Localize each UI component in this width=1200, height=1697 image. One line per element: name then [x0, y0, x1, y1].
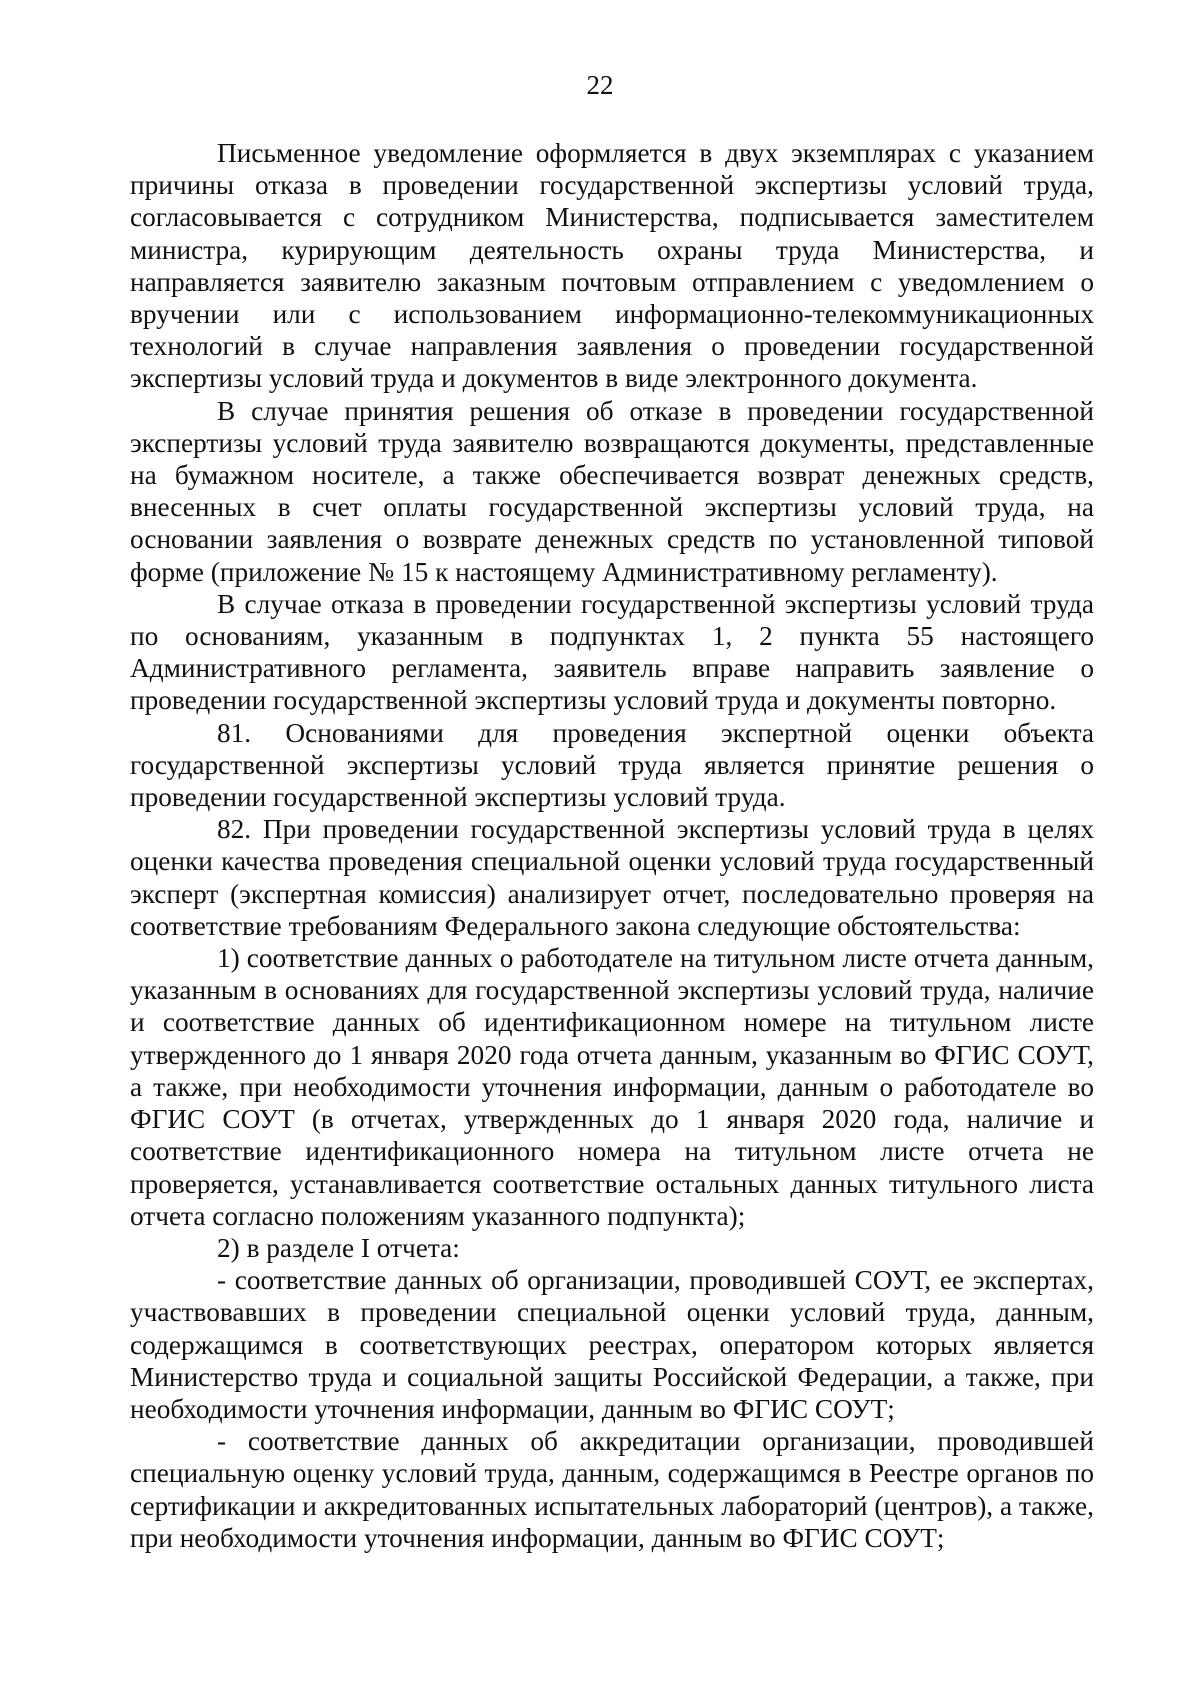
- paragraph-subitem-2: 2) в разделе I отчета:: [217, 1232, 460, 1263]
- page-number: 22: [586, 70, 614, 100]
- paragraph-subitem-1: 1) соответствие данных о работодателе на титульном листе отчета данным, указанным в основаниях для государственной экспертизы условий труда, наличие и соответствие данных об идентификационном номере на титульном листе утвержденного до 1 января 2020 года отчета данным, указанным во ФГИС СОУТ, а также, при необходимости уточнения информации, данным о работодателе во ФГИС СОУТ (в отчетах, утвержденных до 1 января 2020 года, наличие и соответствие идентификационного номера на титульном листе отчета не проверяется, устанавливается соответствие остальных данных титульного листа отчета согласно положениям указанного подпункта);: [130, 943, 1094, 1231]
- paragraph-item-82: 82. При проведении государственной экспертизы условий труда в целях оценки качества проведения специальной оценки условий труда государственный эксперт (экспертная комиссия) анализирует отчет, последовательно проверяя на соответствие требованиям Федерального закона следующие обстоятельства:: [130, 814, 1094, 941]
- document-body: [130, 137, 1094, 1554]
- paragraph-refusal-resubmit: В случае отказа в проведении государственной экспертизы условий труда по основаниям, указанным в подпунктах 1, 2 пункта 55 настоящего Административного регламента, заявитель вправе направить заявление о проведении государственной экспертизы условий труда и документы повторно.: [130, 588, 1094, 716]
- paragraph-refusal-return: В случае принятия решения об отказе в проведении государственной экспертизы условий труда заявителю возвращаются документы, представленные на бумажном носителе, а также обеспечивается возврат денежных средств, внесенных в счет оплаты государственной экспертизы условий труда, на основании заявления о возврате денежных средств по установленной типовой форме (приложение № 15 к настоящему Административному регламенту).: [130, 395, 1094, 587]
- paragraph-bullet-organization: - соответствие данных об организации, проводившей СОУТ, ее экспертах, участвовавших в проведении специальной оценки условий труда, данным, содержащимся в соответствующих реестрах, оператором которых является Министерство труда и социальной защиты Российской Федерации, а также, при необходимости уточнения информации, данным во ФГИС СОУТ;: [130, 1265, 1094, 1424]
- paragraph-item-81: 81. Основаниями для проведения экспертной оценки объекта государственной экспертизы условий труда является принятие решения о проведении государственной экспертизы условий труда.: [130, 717, 1094, 813]
- paragraph-written-notice: Письменное уведомление оформляется в двух экземплярах с указанием причины отказа в проведении государственной экспертизы условий труда, согласовывается с сотрудником Министерства, подписывается заместителем министра, курирующим деятельность охраны труда Министерства, и направляется заявителю заказным почтовым отправлением с уведомлением о вручении или с использованием информационно-телекоммуникационных технологий в случае направления заявления о проведении государственной экспертизы условий труда и документов в виде электронного документа.: [130, 138, 1094, 394]
- paragraph-bullet-accreditation: - соответствие данных об аккредитации организации, проводившей специальную оценку условий труда, данным, содержащимся в Реестре органов по сертификации и аккредитованных испытательных лабораторий (центров), а также, при необходимости уточнения информации, данным во ФГИС СОУТ;: [130, 1426, 1094, 1553]
